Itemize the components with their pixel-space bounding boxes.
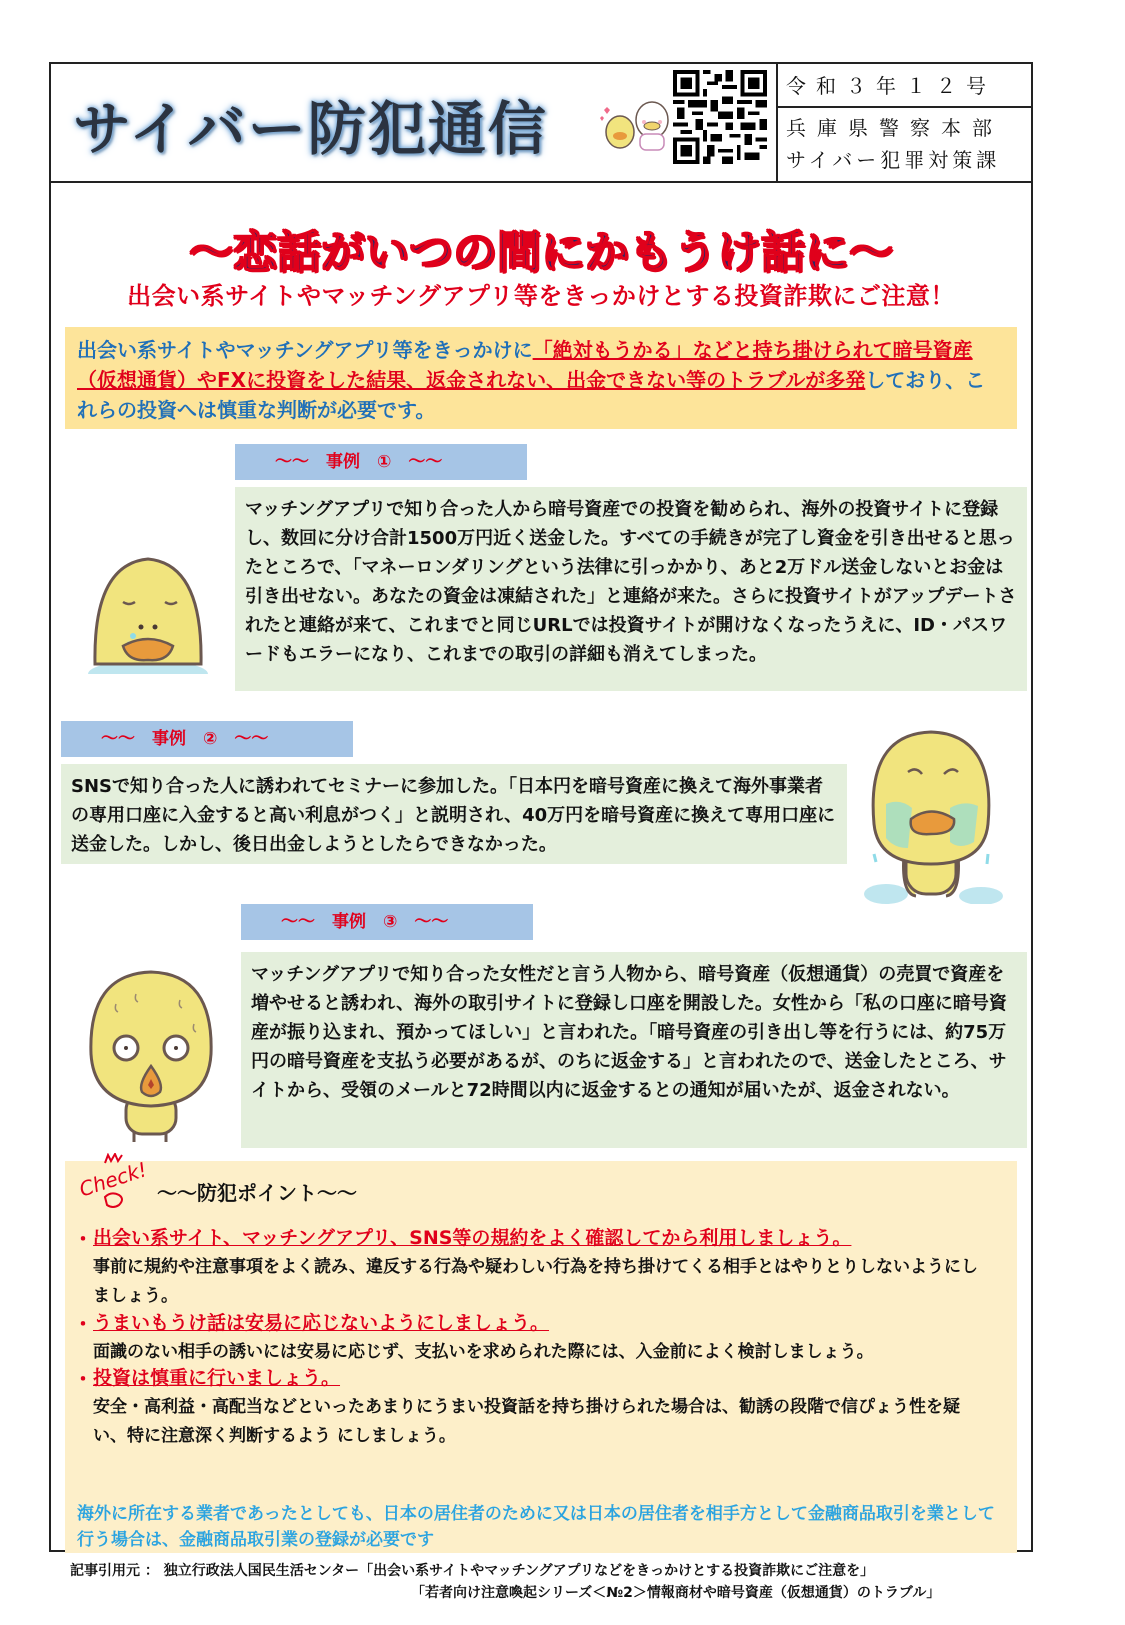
- qr-code-icon[interactable]: [673, 70, 767, 164]
- tip-bullet: ・: [73, 1227, 93, 1251]
- source-line-1: 記事引用元 ： 独立行政法人国民生活センター「出会い系サイトやマッチングアプリなどをきっかけとする投資詐欺にご注意を」: [70, 1563, 875, 1579]
- issuer-organization: 兵庫県警察本部: [786, 116, 1003, 140]
- crying-duck-icon: [73, 524, 223, 674]
- crime-prevention-tips: [65, 1157, 1017, 1501]
- case-1-label: ～～ 事例 ① ～～: [235, 444, 527, 480]
- issuer-department: サイバー犯罪対策課: [786, 148, 1001, 172]
- tip-heading: 出会い系サイト、マッチングアプリ、SNS等の規約をよく確認してから利用しましょう。: [93, 1227, 852, 1249]
- tip-body: 事前に規約や注意事項をよく読み、違反する行為や疑わしい行為を持ち掛けてくる相手とはやりとりしないようにしましょう。: [93, 1257, 979, 1306]
- tip-body: 安全・高利益・高配当などといったあまりにうまい投資話を持ち掛けられた場合は、勧誘の段階で信ぴょう性を疑い、特に注意深く判断するよう にしましょう。: [93, 1397, 960, 1446]
- intro-text: 出会い系サイトやマッチングアプリ等をきっかけに: [77, 338, 533, 362]
- case-3-text: マッチングアプリで知り合った女性だと言う人物から、暗号資産（仮想通貨）の売買で資産を増やせると誘われ、海外の取引サイトに登録し口座を開設した。女性から「私の口座に暗号資産が振り込まれ、預かってほしい」と言われた。「暗号資産の引き出し等を行うには、約75万円の暗号資産を支払う必要があるが、のちに返金する」と言われたので、送金したところ、サイトから、受領のメールと72時間以内に返金するとの通知が届いたが、返金されない。: [241, 952, 1027, 1148]
- sobbing-duck-icon: [856, 704, 1006, 904]
- duck-pair-icon: [596, 94, 676, 156]
- tip-heading: うまいもうけ話は安易に応じないようにしましょう。: [93, 1312, 550, 1334]
- intro-highlight: 「絶対もうかる」などと持ち掛けられて暗号資産（仮想通貨）やFXに投資をした結果、返金されない、出金できない等のトラブルが多発: [77, 338, 973, 392]
- case-2-text: SNSで知り合った人に誘われてセミナーに参加した。「日本円を暗号資産に換えて海外事業者の専用口座に入金すると高い利息がつく」と説明され、40万円を暗号資産に換えて専用口座に送金した。しかし、後日出金しようとしたらできなかった。: [61, 764, 847, 864]
- source-line-2: 「若者向け注意喚起シリーズ＜№2＞情報商材や暗号資産（仮想通貨）のトラブル」: [411, 1585, 941, 1601]
- tip-heading: 投資は慎重に行いましょう。: [93, 1367, 341, 1389]
- tip-bullet: ・: [73, 1312, 93, 1336]
- case-2-label: ～～ 事例 ② ～～: [61, 721, 353, 757]
- check-badge-icon: [75, 1153, 155, 1213]
- issue-info-box: [776, 64, 1033, 181]
- shocked-duck-icon: [76, 944, 226, 1144]
- svg-text:Check!: Check!: [76, 1157, 150, 1202]
- issue-number: 令和３年１２号: [778, 64, 1033, 108]
- intro-text-end: しており、これらの投資へは慎重な判断が必要です。: [77, 368, 986, 422]
- registration-note: 海外に所在する業者であったとしても、日本の居住者のために又は日本の居住者を相手方として金融商品取引を業として行う場合は、金融商品取引業の登録が必要です: [65, 1501, 1017, 1553]
- tip-bullet: ・: [73, 1367, 93, 1391]
- headline-subtitle: 出会い系サイトやマッチングアプリ等をきっかけとする投資詐欺にご注意！: [127, 282, 955, 310]
- newsletter-frame: [49, 62, 1033, 1552]
- tips-title: ～～防犯ポイント～～: [157, 1181, 357, 1205]
- newsletter-logo: サイバー防犯通信: [73, 95, 548, 163]
- intro-warning-box: [65, 327, 1017, 429]
- header: [51, 64, 1031, 183]
- tip-body: 面識のない相手の誘いには安易に応じず、支払いを求められた際には、入金前によく検討しましょう。: [93, 1342, 874, 1362]
- source-citation: [70, 1560, 940, 1604]
- headline-title: ～恋話がいつの間にかもうけ話に～: [189, 227, 893, 278]
- case-1-text: マッチングアプリで知り合った人から暗号資産での投資を勧められ、海外の投資サイトに登録し、数回に分け合計1500万円近く送金した。すべての手続きが完了し資金を引き出せると思ったところで、「マネーロンダリングという法律に引っかかり、あと2万ドル送金しないとお金は引き出せない。あなたの資金は凍結された」と連絡が来た。さらに投資サイトがアップデートされたと連絡が来て、これまでと同じURLでは投資サイトが開けなくなったうえに、ID・パスワードもエラーになり、これまでの取引の詳細も消えてしまった。: [235, 487, 1027, 691]
- case-3-label: ～～ 事例 ③ ～～: [241, 904, 533, 940]
